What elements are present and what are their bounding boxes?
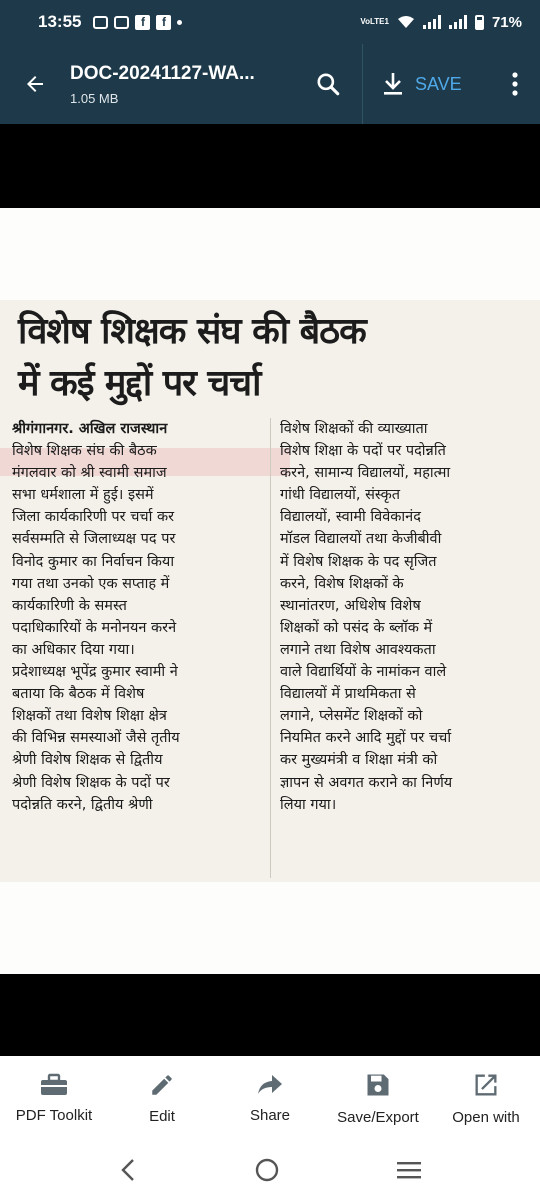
article-line: लगाने, प्लेसमेंट शिक्षकों को (280, 708, 423, 725)
save-export-button[interactable] (324, 1056, 432, 1140)
open-with-button[interactable] (432, 1056, 540, 1140)
article-line: जिला कार्यकारिणी पर चर्चा कर (12, 509, 175, 526)
article-line: गांधी विद्यालयों, संस्कृत (280, 487, 400, 504)
article-line: विशेष शिक्षकों की व्याख्याता (280, 421, 428, 437)
back-button[interactable] (0, 44, 70, 124)
share-arrow-icon (256, 1073, 284, 1097)
floppy-disk-icon (364, 1071, 392, 1099)
toolbox-icon (39, 1073, 69, 1097)
document-page[interactable] (0, 208, 540, 974)
article-line: श्रीगंगानगर. अखिल राजस्थान (12, 421, 168, 437)
article-column-2 (280, 418, 532, 816)
nav-recents-icon[interactable] (396, 1160, 422, 1180)
open-with-label: Open with (452, 1108, 520, 1126)
document-title: DOC-20241127-WA... (70, 62, 255, 84)
facebook-icon-2: f (156, 15, 171, 30)
article-line: करने, सामान्य विद्यालयों, महात्मा (280, 465, 451, 482)
system-navigation-bar (0, 1140, 540, 1200)
article-line: गया तथा उनको एक सप्ताह में (12, 575, 170, 592)
more-notifications-icon (177, 20, 182, 25)
article-line: शिक्षकों तथा विशेष शिक्षा क्षेत्र (12, 708, 167, 725)
document-size: 1.05 MB (70, 90, 119, 106)
article-line: श्रेणी विशेष शिक्षक के पदों पर (12, 774, 170, 791)
more-options-button[interactable] (490, 44, 540, 124)
battery-icon (475, 15, 484, 30)
article-line: लिया गया। (280, 796, 337, 813)
notification-icons (93, 15, 182, 30)
search-icon (315, 71, 341, 97)
open-external-icon (472, 1071, 500, 1099)
nav-home-icon[interactable] (254, 1157, 280, 1183)
more-vert-icon (511, 71, 519, 97)
article-line: कर मुख्यमंत्री व शिक्षा मंत्री को (280, 752, 438, 769)
article-line: प्रदेशाध्यक्ष भूपेंद्र कुमार स्वामी ने (12, 664, 178, 681)
pencil-icon (149, 1072, 175, 1098)
wifi-icon (397, 15, 415, 29)
article-line: विद्यालयों में प्राथमिकता से (280, 686, 416, 703)
article-line: पदाधिकारियों के मनोनयन करने (12, 619, 177, 636)
headline-line-1: विशेष शिक्षक संघ की बैठक (18, 311, 366, 352)
document-viewer[interactable] (0, 124, 540, 1056)
article-line: पदोन्नति करने, द्वितीय श्रेणी (12, 796, 153, 813)
pdf-toolkit-label: PDF Toolkit (15, 1106, 93, 1124)
facebook-icon: f (135, 15, 150, 30)
article-line: मंगलवार को श्री स्वामी समाज (12, 465, 167, 482)
battery-percent: 71% (491, 13, 522, 31)
pdf-toolkit-button[interactable] (0, 1056, 108, 1140)
article-line: ज्ञापन से अवगत कराने का निर्णय (280, 774, 453, 791)
article-line: सर्वसम्मति से जिलाध्यक्ष पद पर (12, 531, 176, 548)
article-line: वाले विद्यार्थियों के नामांकन वाले (280, 664, 447, 681)
save-export-label: Save/Export (337, 1108, 419, 1126)
article-line: विनोद कुमार का निर्वाचन किया (12, 553, 175, 570)
document-title-block (70, 63, 290, 106)
article-line: का अधिकार दिया गया। (12, 641, 135, 658)
status-bar (0, 0, 540, 44)
article-line: शिक्षकों को पसंद के ब्लॉक में (280, 619, 433, 636)
back-arrow-icon (23, 72, 47, 96)
cast-notification-icon (93, 16, 108, 29)
article-line: श्रेणी विशेष शिक्षक से द्वितीय (12, 752, 163, 769)
article-line: करने, विशेष शिक्षकों के (280, 575, 404, 592)
article-line: नियमित करने आदि मुद्दों पर चर्चा (280, 730, 452, 747)
headline-line-2: में कई मुद्दों पर चर्चा (18, 363, 261, 404)
save-button[interactable] (362, 44, 462, 124)
edit-label: Edit (149, 1107, 175, 1125)
app-bar (0, 44, 540, 124)
article-line: स्थानांतरण, अधिशेष विशेष (280, 597, 421, 614)
nav-back-icon[interactable] (118, 1158, 138, 1182)
download-icon (381, 71, 405, 97)
cast-notification-icon-2 (114, 16, 129, 29)
article-line: सभा धर्मशाला में हुई। इसमें (12, 487, 154, 504)
signal-icon-2 (449, 15, 467, 29)
volte-label: VoLTE1 (360, 17, 389, 26)
status-time: 13:55 (38, 12, 82, 31)
article-line: विशेष शिक्षा के पदों पर पदोन्नति (280, 443, 446, 460)
edit-button[interactable] (108, 1056, 216, 1140)
share-button[interactable] (216, 1056, 324, 1140)
article-line: में विशेष शिक्षक के पद सृजित (280, 553, 437, 570)
article-line: मॉडल विद्यालयों तथा केजीबीवी (280, 531, 442, 548)
newspaper-clipping (0, 300, 540, 882)
article-line: की विभिन्न समस्याओं जैसे तृतीय (12, 730, 180, 747)
article-line: विद्यालयों, स्वामी विवेकानंद (280, 509, 421, 526)
article-line: विशेष शिक्षक संघ की बैठक (12, 443, 157, 460)
save-label: SAVE (415, 73, 462, 94)
bottom-toolbar (0, 1056, 540, 1140)
article-headline (18, 306, 538, 410)
status-right (360, 14, 522, 31)
article-line: कार्यकारिणी के समस्त (12, 597, 127, 614)
article-line: बताया कि बैठक में विशेष (12, 686, 145, 703)
article-column-1 (12, 418, 264, 816)
share-label: Share (249, 1106, 291, 1124)
search-button[interactable] (298, 44, 358, 124)
signal-icon (423, 15, 441, 29)
article-line: लगाने तथा विशेष आवश्यकता (280, 641, 436, 658)
column-divider (270, 418, 271, 878)
